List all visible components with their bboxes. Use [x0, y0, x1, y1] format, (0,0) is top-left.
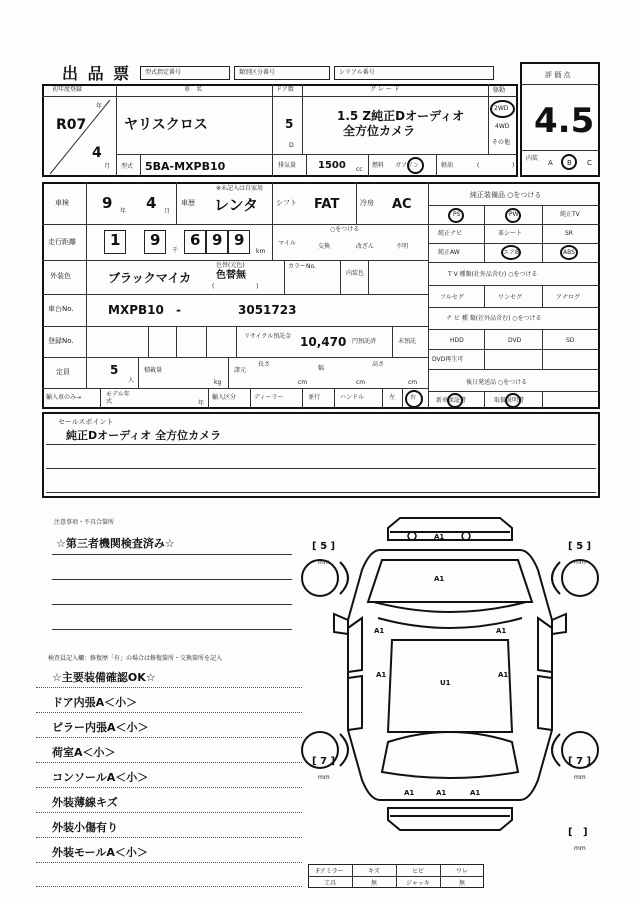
later-manual-circle: [505, 393, 521, 408]
grade-line1: 1.5 Z純正Dオーディオ: [337, 109, 465, 123]
tv-title: T V 種類(社外品含む) ○をつける: [448, 271, 538, 278]
first-reg-month: 4: [92, 145, 102, 161]
color-change-label: 色替(元色): [216, 262, 245, 269]
chassis-number: 3051723: [238, 303, 297, 317]
equip-pw: PW: [509, 211, 519, 218]
ac-value: AC: [392, 197, 412, 212]
reg-no-label: 登録No.: [48, 337, 74, 345]
import-type-value: ディーラー: [254, 394, 284, 401]
chassis-dash: -: [176, 303, 181, 317]
notes-item-1: ☆主要装備確認OK☆: [52, 671, 156, 684]
tv-oneseg: ワンセグ: [498, 294, 523, 301]
drive-4wd: 4WD: [495, 123, 510, 130]
length-label: 長さ: [258, 361, 271, 368]
category-number-label: 類別区分番号: [239, 69, 276, 76]
height-unit: cm: [408, 379, 418, 386]
notes-item-2: ドア内張A＜小＞: [52, 696, 138, 709]
mileage-option-unknown: 不明: [396, 243, 409, 250]
tire-rear-left-bracket: [ 7 ]: [312, 756, 336, 767]
legend-header-1: Fアミラー: [316, 867, 344, 875]
mileage-unit: km: [256, 248, 266, 255]
mileage-option-tamper: 改ざん: [356, 243, 375, 250]
light-oil-label: 軽油: [441, 162, 454, 169]
serial-number-label: シリアル番号: [339, 69, 375, 76]
height-label: 高さ: [372, 361, 385, 368]
notes-item-5: コンソールA＜小＞: [52, 771, 149, 784]
history-note: ※未記入は自家用: [216, 185, 264, 192]
mileage-thousand: 千: [172, 247, 179, 254]
equip-aw: 純正AW: [438, 249, 460, 256]
tire-front-left-unit: mm: [318, 559, 330, 566]
inspector-label: 検査員記入欄：修復歴「有」の場合は修復箇所・交換箇所を記入: [48, 655, 223, 662]
notes-item-4: 荷室A＜小＞: [52, 746, 116, 759]
sales-point-label: セールスポイント: [58, 418, 114, 426]
auction-sheet: 出 品 票 型式指定番号 類別区分番号 シリアル番号 評 価 点 4.5 内装 A B C 初年度登録 R07 年 4 月 車 名 ヤリスクロス ドア数 5 D グ レ ー ド 1.5 Z純正Dオーディオ 全方位カメラ 駆動 2WD 4WD その他 型式 5BA-MXPB10 排気量 1500 cc 燃料 ガソリン 軽油 ( ) 車検 9 年 4 月 車歴 ※未記入は自家用 レンタ シフト FAT 冷房 AC 走行距離 1 9 千 6 9 9 km ○をつける マイル 交換 改ざん 不明 外装色 ブラックマイカ 色替(元色) 色替無 ( ) カラーNo. 内装色 車台No. MXPB10 - 3051723 登録No. リサイクル預託金 10,470 円預託済 未預託 定員 5 人 積載量 kg 諸元 長さ cm 幅 cm 高さ cm 輸入車のみ→ モデル年式 年 輸入区分 ディーラー 並行 ハンドル 左 右 純正装備品 ○をつける PS PW 純正TV 純正ナビ 革シート SR 純正AW エアB ABS T V 種類(社外品含む) ○をつける フルセグ ワンセグ アナログ ナ ビ 種 類(社外品含む) ○をつける HDD DVD SD DVD再生可 後日発送品 ○をつける 新車保証書 取扱説明書 セールスポイント 純正Dオーディオ 全方位カメラ 注意事項・不具合箇所 ☆第三者機関検査済み☆ 検査員記入欄：修復歴「有」の場合は修復箇所・交換箇所を記入 ☆主要装備確認OK☆ ドア内張A＜小＞ ピラー内張A＜小＞ 荷室A＜小＞ コンソールA＜小＞ 外装薄線キズ 外装小傷有り 外装モールA＜小＞ A1 A1 A1 A1 A1 A1 U1 A1 A1 A1 [ 5 ] mm [ 5 ] mm [ 7 ] mm [ 7 ] mm [ ] mm Fアミラー キズ ヒビ ワレ 工具 無 ジャッキ 無: [0, 0, 640, 904]
capacity-unit: 人: [128, 377, 135, 384]
chassis-prefix: MXPB10: [108, 303, 164, 317]
history-label: 車歴: [181, 199, 195, 207]
mileage-options-label: ○をつける: [330, 226, 360, 233]
tire-front-right-unit: mm: [574, 559, 586, 566]
tire-front-right-bracket: [ 5 ]: [568, 541, 592, 552]
drive-other: その他: [492, 139, 511, 146]
fuel-value: ガソリン: [395, 162, 420, 169]
mileage-digit-4: 9: [212, 231, 223, 249]
drive-2wd-circle: [490, 100, 515, 118]
notes-item-7: 外装小傷有り: [52, 821, 118, 834]
navi-sd: SD: [566, 337, 575, 344]
tire-front-right: 5: [576, 541, 584, 552]
model-code: 5BA-MXPB10: [145, 160, 226, 173]
later-title: 後日発送品 ○をつける: [466, 379, 528, 386]
model-year-unit: 年: [198, 400, 205, 407]
handle-left: 左: [389, 394, 396, 401]
year-unit: 年: [96, 103, 103, 110]
door-label: ドア数: [276, 86, 294, 93]
width-unit: cm: [356, 379, 366, 386]
damage-right-front-door: A1: [496, 627, 507, 635]
shift-label: シフト: [276, 199, 297, 207]
equip-abs: ABS: [563, 249, 575, 256]
model-year-label: モデル年式: [106, 391, 130, 405]
damage-rear-center: A1: [436, 789, 447, 797]
inspection-label: 車検: [55, 199, 69, 207]
mileage-option-exchange: 交換: [318, 243, 331, 250]
grade-line2: 全方位カメラ: [343, 124, 416, 138]
mileage-digit-3: 6: [190, 231, 201, 249]
recycle-status: 円預託済: [352, 338, 377, 345]
month-unit: 月: [104, 163, 111, 170]
load-label: 積載量: [144, 367, 163, 374]
legend-value-1: 工具: [323, 879, 336, 887]
later-warranty-circle: [447, 393, 463, 408]
interior-grade-a: A: [548, 159, 553, 167]
first-reg-label: 初年度登録: [52, 86, 83, 93]
capacity-label: 定員: [56, 368, 70, 376]
legend-value-2: 無: [370, 879, 377, 887]
equip-abs-circle: [560, 245, 578, 260]
chassis-label: 車台No.: [48, 305, 74, 313]
damage-hood: A1: [434, 575, 445, 583]
equipment-title: 純正装備品 ○をつける: [470, 191, 542, 199]
navi-title: ナ ビ 種 類(社外品含む) ○をつける: [446, 315, 542, 322]
damage-left-front-door: A1: [374, 627, 385, 635]
drive-2wd: 2WD: [494, 105, 509, 112]
handle-label: ハンドル: [340, 394, 365, 401]
tire-spare-unit: mm: [574, 845, 586, 852]
inspection-month-unit: 月: [164, 208, 171, 215]
car-name: ヤリスクロス: [124, 117, 208, 133]
color-no-label: カラーNo.: [288, 263, 316, 270]
recycle-label: リサイクル預託金: [244, 333, 292, 340]
displacement-unit: cc: [356, 166, 363, 173]
sales-point-box: [42, 412, 600, 498]
tv-fullseg: フルセグ: [440, 294, 464, 301]
type-designation-label: 型式指定番号: [145, 69, 182, 76]
equip-ps: PS: [453, 211, 461, 218]
equip-navi: 純正ナビ: [438, 230, 463, 237]
color-label: 外装色: [50, 272, 71, 280]
equip-tv: 純正TV: [560, 211, 580, 218]
color-change-value: 色替無: [216, 270, 246, 281]
legend-header-3: ヒビ: [411, 867, 424, 875]
sheet-title: 出 品 票: [62, 64, 132, 83]
mileage-option-mile: マイル: [278, 240, 296, 247]
damage-rear-left: A1: [404, 789, 415, 797]
first-reg-year: R07: [56, 117, 87, 133]
door-count: 5: [285, 117, 294, 131]
legend-value-4: 無: [458, 879, 465, 887]
later-warranty: 新車保証書: [436, 397, 467, 404]
inspection-month: 4: [146, 194, 157, 212]
color-value: ブラックマイカ: [108, 271, 192, 285]
fuel-label: 燃料: [372, 162, 385, 169]
displacement-label: 排気量: [278, 162, 297, 169]
equip-ps-circle: [448, 208, 464, 223]
load-unit: kg: [214, 379, 222, 386]
size-label: 諸元: [234, 367, 247, 374]
dvd-playback-label: DVD再生可: [432, 356, 464, 363]
import-type-label: 輸入区分: [212, 394, 237, 401]
displacement: 1500: [318, 160, 346, 171]
interior-grade-label: 内装: [526, 155, 539, 162]
damage-left-rear-door: A1: [376, 671, 387, 679]
tire-front-left: 5: [320, 541, 328, 552]
fuel-circle: [407, 157, 424, 174]
interior-grade-b: B: [567, 159, 572, 167]
navi-hdd: HDD: [450, 337, 464, 344]
tire-rear-right-bracket: [ 7 ]: [568, 756, 592, 767]
navi-dvd: DVD: [508, 337, 522, 344]
tire-rear-right-unit: mm: [574, 774, 586, 781]
sales-point-text: 純正Dオーディオ 全方位カメラ: [66, 429, 222, 442]
equip-airbag: エアB: [503, 249, 520, 256]
later-manual: 取扱説明書: [494, 397, 525, 404]
recycle-unpaid: 未預託: [398, 338, 417, 345]
car-name-label: 車 名: [184, 86, 203, 93]
legend-header-4: ワレ: [455, 867, 468, 875]
import-label: 輸入車のみ→: [46, 394, 82, 401]
equip-airbag-circle: [501, 245, 521, 260]
mileage-digit-5: 9: [234, 231, 245, 249]
handle-right: 右: [410, 394, 417, 401]
width-label: 幅: [318, 365, 325, 372]
shift-value: FAT: [314, 197, 340, 212]
model-label: 型式: [121, 163, 134, 170]
notes-line1: ☆第三者機関検査済み☆: [56, 537, 175, 550]
equip-sr: SR: [565, 230, 573, 237]
tire-rear-left: 7: [320, 756, 328, 767]
tire-rear-right: 7: [576, 756, 584, 767]
interior-grade-circle: [561, 154, 577, 170]
ac-label: 冷房: [360, 199, 374, 207]
recycle-amount: 10,470: [300, 335, 347, 349]
parallel-label: 並行: [308, 394, 321, 401]
tire-rear-left-unit: mm: [318, 774, 330, 781]
score-value: 4.5: [534, 101, 595, 141]
drive-label: 駆動: [493, 87, 506, 94]
damage-rear-right: A1: [470, 789, 481, 797]
equip-leather: 革シート: [498, 230, 523, 237]
legend-header-2: キズ: [368, 867, 380, 875]
score-label: 評 価 点: [545, 71, 571, 79]
mileage-digit-1: 1: [110, 231, 121, 249]
handle-right-circle: [405, 390, 423, 408]
equip-pw-circle: [505, 208, 521, 223]
mileage-label: 走行距離: [48, 238, 76, 246]
grade-label: グ レ ー ド: [370, 86, 400, 93]
interior-color-label: 内装色: [346, 270, 365, 277]
inspection-year: 9: [102, 194, 113, 212]
length-unit: cm: [298, 379, 308, 386]
notes-label: 注意事項・不具合箇所: [54, 519, 115, 526]
notes-item-8: 外装モールA＜小＞: [52, 846, 148, 859]
tire-front-left-bracket: [ 5 ]: [312, 541, 336, 552]
legend-value-3: ジャッキ: [406, 879, 430, 887]
mileage-digit-2: 9: [150, 231, 161, 249]
interior-grade-c: C: [587, 159, 592, 167]
tire-spare-bracket: [ ]: [568, 827, 588, 838]
damage-front-bumper: A1: [434, 533, 445, 541]
reg-diagonal-line: [48, 98, 114, 176]
inspection-year-unit: 年: [120, 208, 127, 215]
notes-item-3: ピラー内張A＜小＞: [52, 721, 149, 734]
notes-item-6: 外装薄線キズ: [52, 796, 118, 809]
damage-roof: U1: [440, 679, 451, 687]
tv-analog: アナログ: [556, 294, 581, 301]
history-value: レンタ: [214, 196, 259, 214]
capacity-value: 5: [110, 363, 119, 377]
door-unit: D: [289, 142, 294, 149]
damage-right-rear-door: A1: [498, 671, 509, 679]
